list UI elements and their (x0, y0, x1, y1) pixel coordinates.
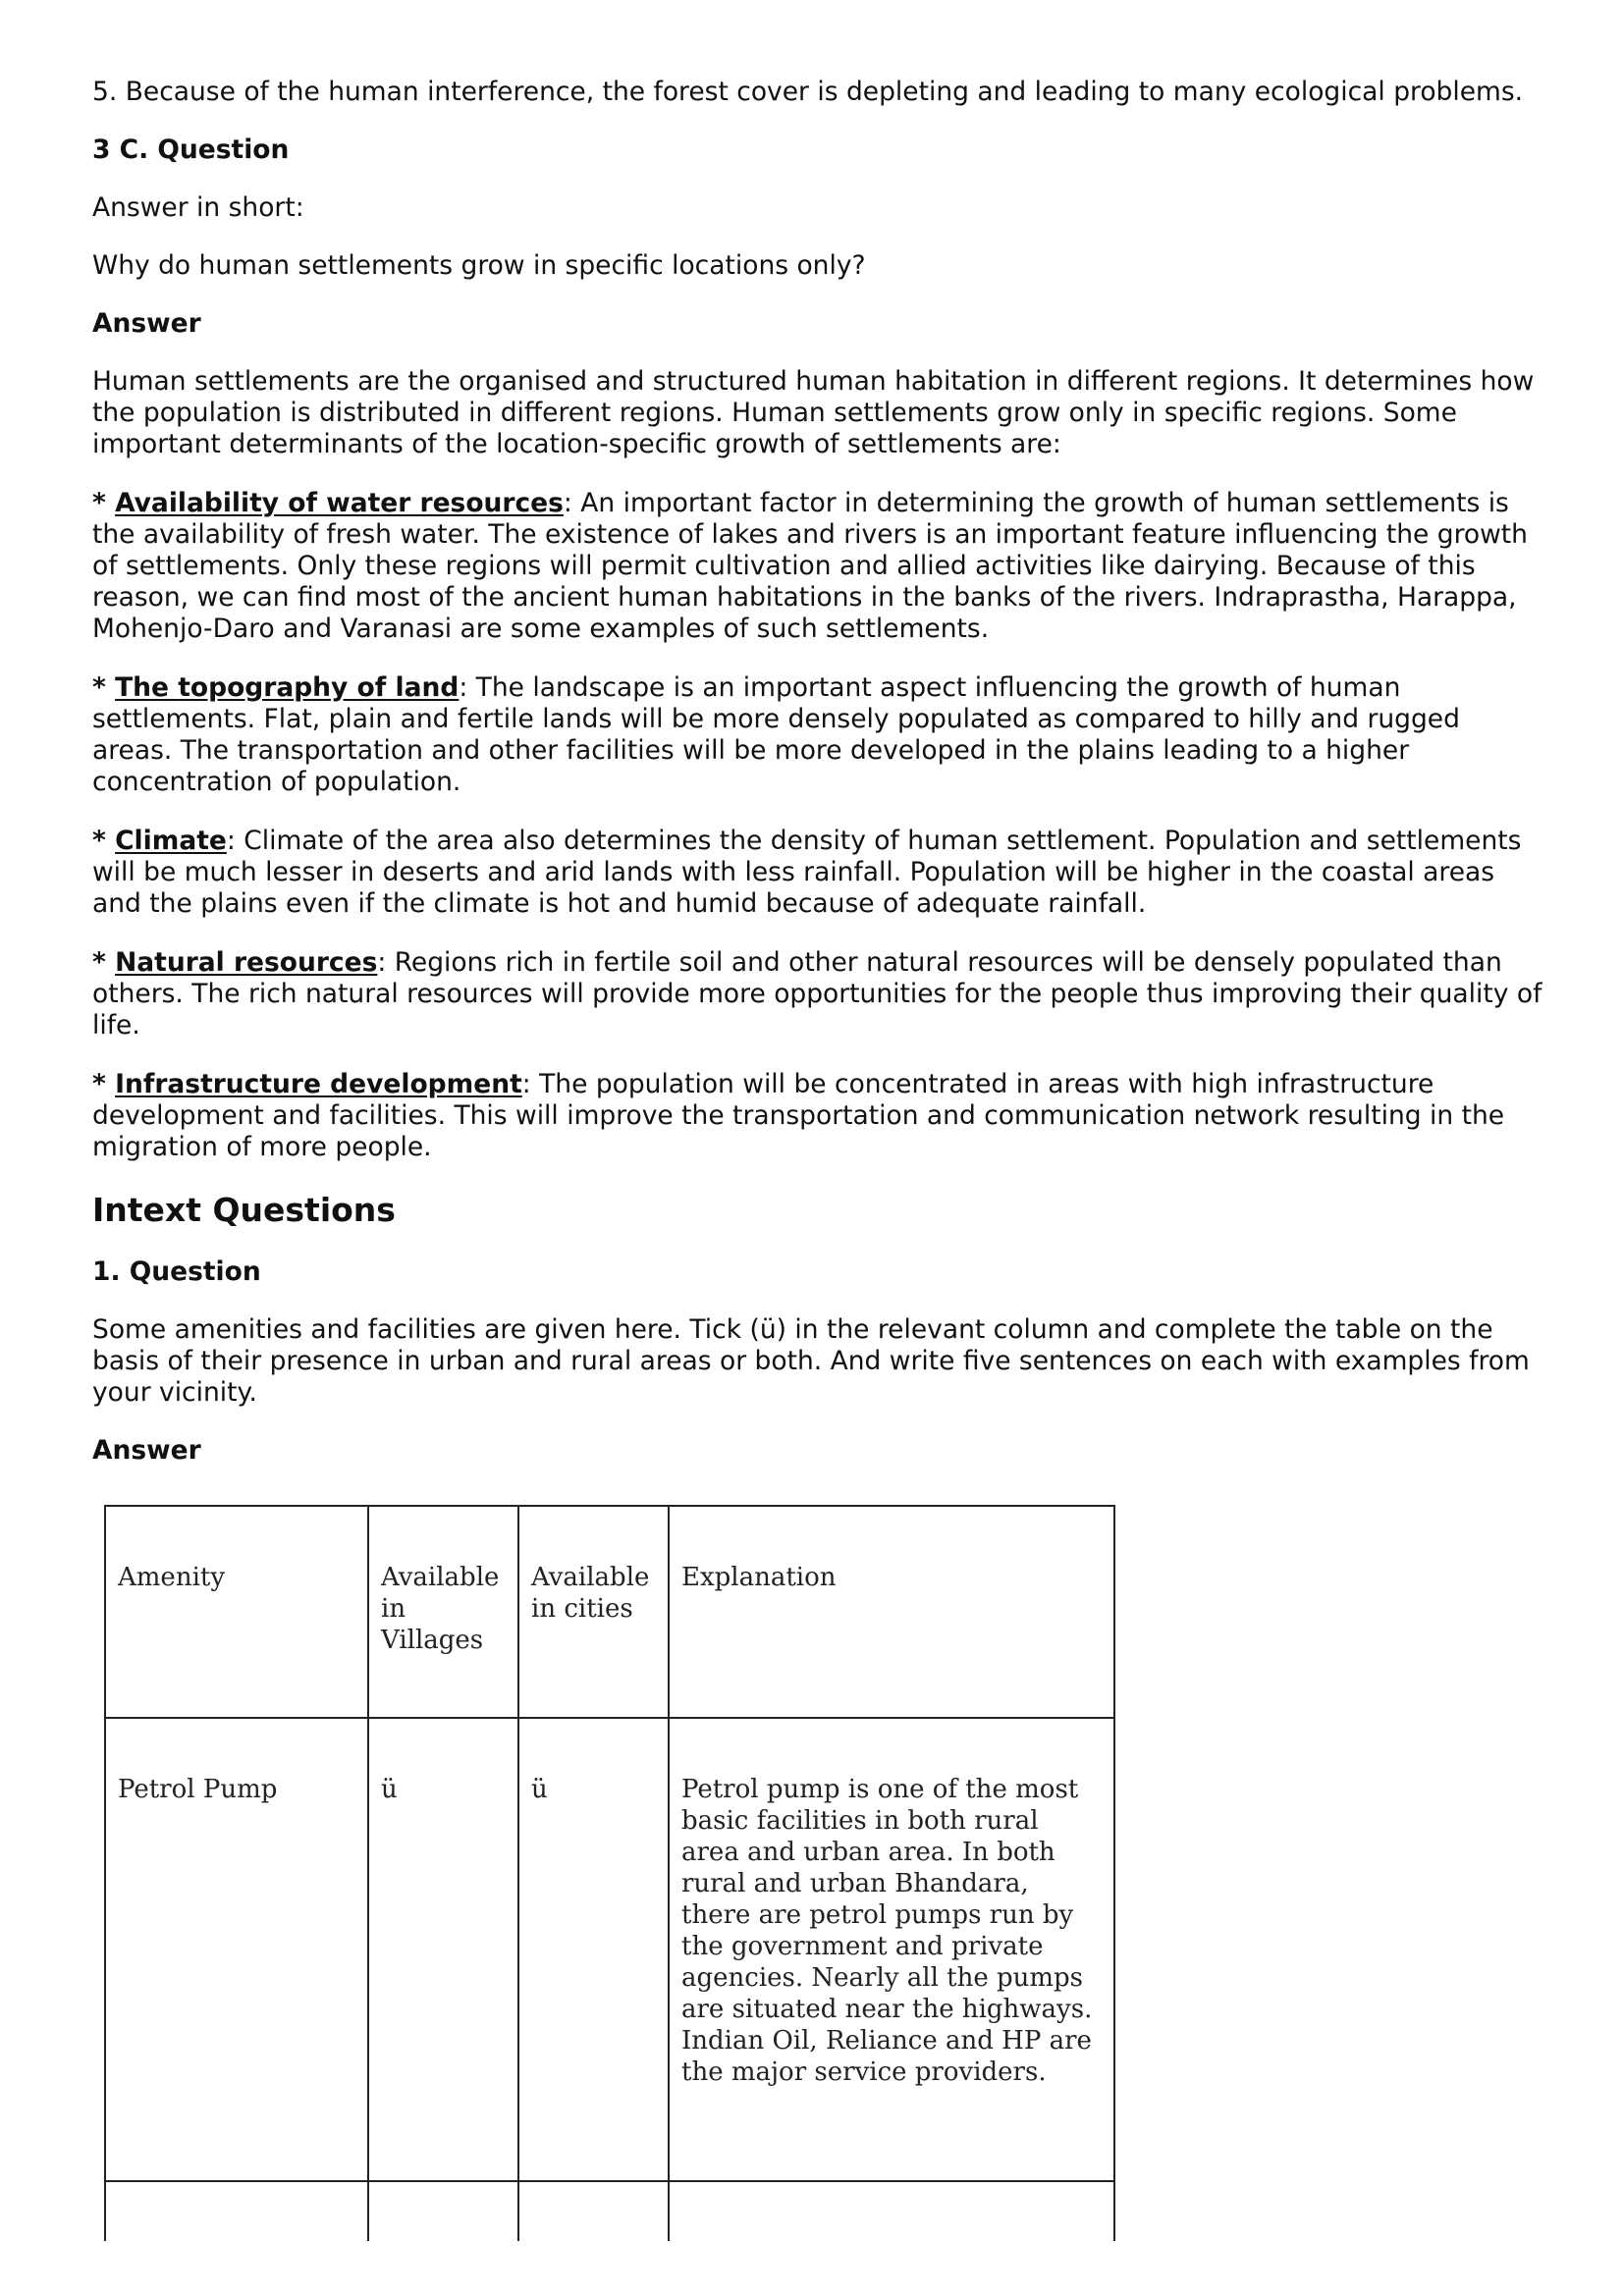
determinant-text: : An important factor in determining the growth of human settlements is the availability of fresh water. The existence of lakes and rivers is an important feature influencing the growth of settlements. Only these regions will permit cultivation and allied activities like dairying. Because of this reason, we can find most of the ancient human habitations in the banks of the rivers. Indraprastha, Harappa, Mohenjo-Daro and Varanasi are some examples of such settlements. (92, 488, 1528, 644)
table-header-row (105, 1506, 1114, 1718)
table-cell-amenity: Petrol Pump (105, 1718, 368, 2181)
document-page (92, 77, 1545, 1467)
determinant-text: : The population will be concentrated in areas with high infrastructure development and facilities. This will improve the transportation and communication network resulting in the migration of more people. (92, 1069, 1505, 1162)
table-header-cell: Available in cities (518, 1506, 669, 1718)
table-row (105, 2181, 1114, 2241)
table-row (105, 1718, 1114, 2181)
determinant-text: : Regions rich in fertile soil and other natural resources will be densely populated than others. The rich natural resources will provide more opportunities for the people thus improving their quality of life. (92, 947, 1542, 1041)
question-heading-1: 1. Question (92, 1256, 261, 1287)
determinant-point (92, 947, 1545, 1041)
determinant-point (92, 488, 1545, 645)
table-cell-explanation (669, 2181, 1114, 2241)
determinant-point (92, 1069, 1545, 1163)
determinant-text: : The landscape is an important aspect influencing the growth of human settlements. Flat, plain and fertile lands will be more densely populated as compared to hilly and rugged areas. The transportation and other facilities will be more developed in the plains leading to a higher concentration of population. (92, 672, 1460, 797)
table-cell-cities (518, 2181, 669, 2241)
determinant-term: The topography of land (115, 672, 460, 703)
table-header-cell: Amenity (105, 1506, 368, 1718)
determinant-point (92, 672, 1545, 798)
answer-label: Answer (92, 308, 201, 339)
question-instruction: Answer in short: (92, 192, 304, 223)
answer-intro: Human settlements are the organised and structured human habitation in different regions. It determines how the population is distributed in different regions. Human settlements grow only in specific regions. Some important determinants of the location-specific growth of settlements are: (92, 366, 1535, 459)
table-cell-amenity (105, 2181, 368, 2241)
table-cell-villages (368, 2181, 518, 2241)
section-title: Intext Questions (92, 1191, 396, 1229)
bullet-marker: * (92, 947, 116, 978)
question-text: Why do human settlements grow in specific locations only? (92, 250, 866, 281)
table-cell-cities: ü (518, 1718, 669, 2181)
bullet-marker: * (92, 672, 116, 703)
answer-label: Answer (92, 1435, 201, 1466)
amenities-table (104, 1505, 1115, 2241)
table-cell-villages: ü (368, 1718, 518, 2181)
table-header-cell: Available in Villages (368, 1506, 518, 1718)
amenities-table-container (104, 1505, 1115, 2241)
intro-point: 5. Because of the human interference, the forest cover is depleting and leading to many ecological problems. (92, 77, 1524, 107)
determinant-term: Climate (115, 826, 227, 856)
question-heading-3c: 3 C. Question (92, 134, 290, 165)
question-text: Some amenities and facilities are given here. Tick (ü) in the relevant column and complete the table on the basis of their presence in urban and rural areas or both. And write five sentences on each with examples from your vicinity. (92, 1314, 1530, 1408)
determinant-term: Infrastructure development (115, 1069, 522, 1099)
determinant-point (92, 826, 1545, 920)
determinant-term: Natural resources (115, 947, 378, 978)
bullet-marker: * (92, 488, 116, 518)
determinant-term: Availability of water resources (115, 488, 564, 518)
bullet-marker: * (92, 826, 116, 856)
determinant-text: : Climate of the area also determines the density of human settlement. Population and settlements will be much lesser in deserts and arid lands with less rainfall. Population will be higher in the coastal areas and the plains even if the climate is hot and humid because of adequate rainfall. (92, 826, 1522, 919)
bullet-marker: * (92, 1069, 116, 1099)
table-header-cell: Explanation (669, 1506, 1114, 1718)
table-cell-explanation: Petrol pump is one of the most basic facilities in both rural area and urban area. In both rural and urban Bhandara, there are petrol pumps run by the government and private agencies. Nearly all the pumps are situated near the highways. Indian Oil, Reliance and HP are the major service providers. (669, 1718, 1114, 2181)
